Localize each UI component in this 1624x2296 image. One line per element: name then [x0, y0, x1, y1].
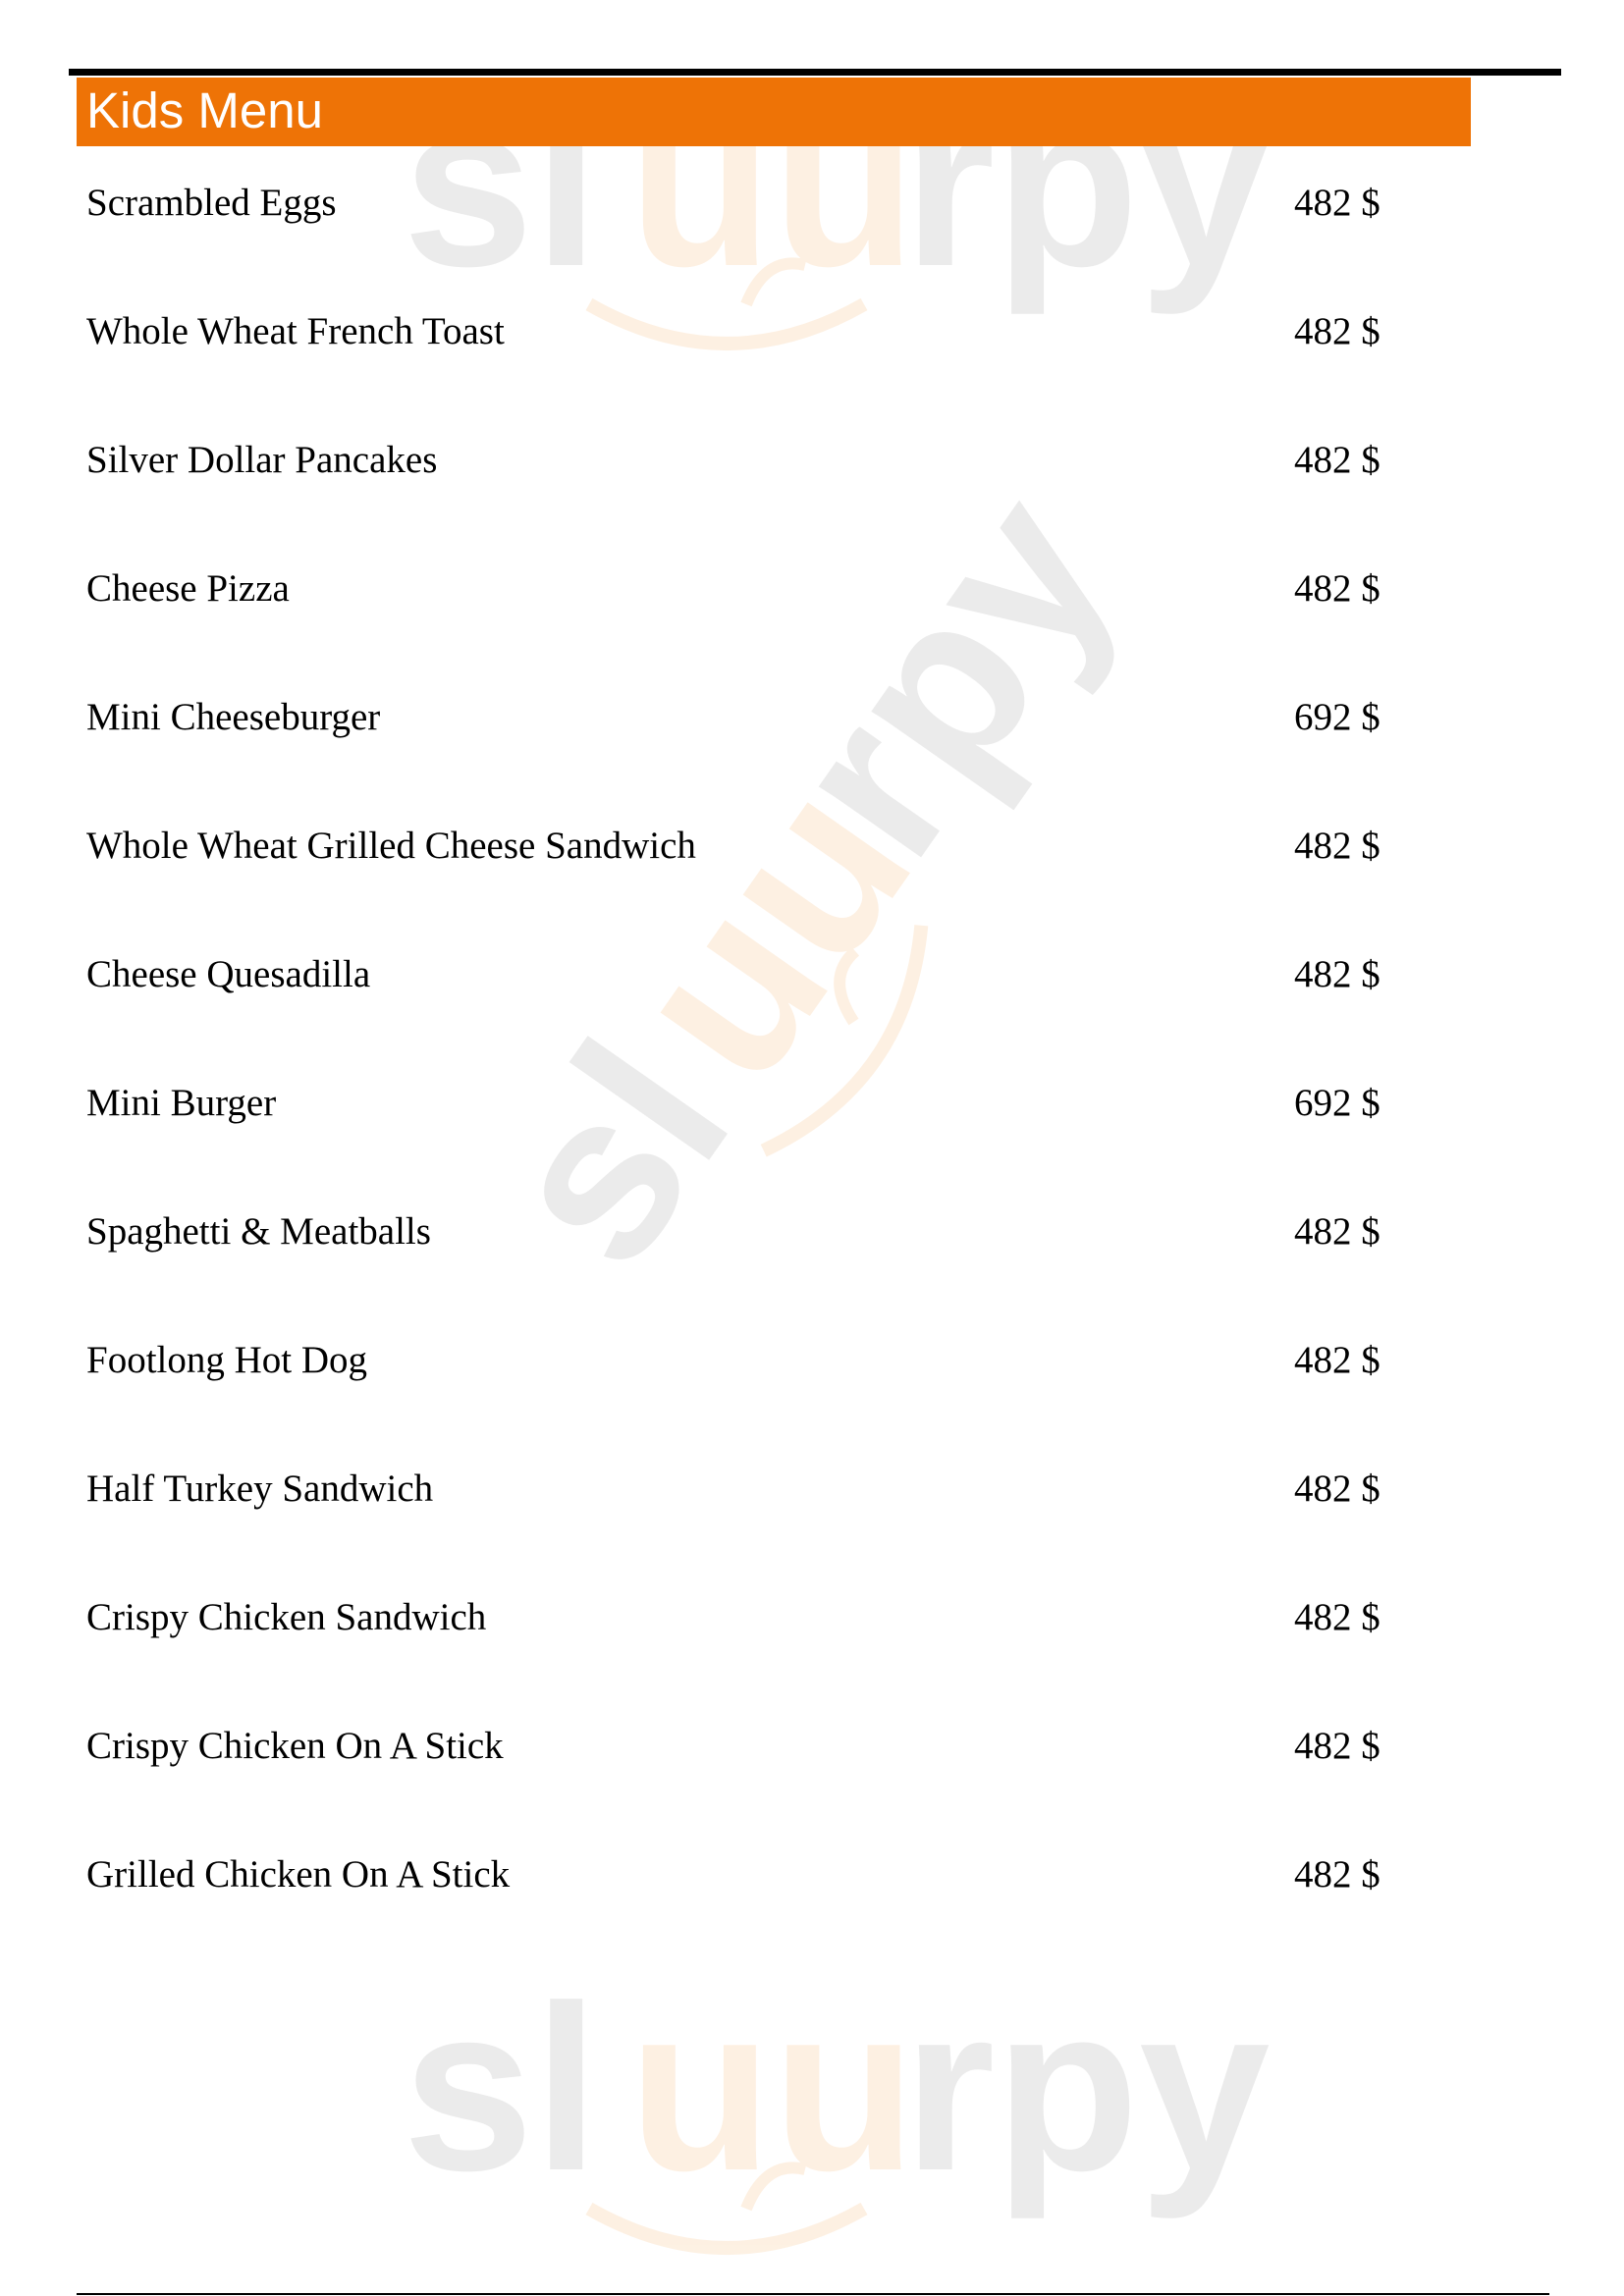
menu-item — [86, 1207, 1402, 1256]
menu-item-name: Crispy Chicken On A Stick — [86, 1725, 504, 1767]
menu-item-price: 482 $ — [1294, 1596, 1380, 1638]
menu-item — [86, 822, 1402, 871]
menu-item-price: 482 $ — [1294, 439, 1380, 481]
svg-text:uu: uu — [628, 52, 917, 315]
menu-item — [86, 1722, 1402, 1771]
menu-item-name: Crispy Chicken Sandwich — [86, 1596, 487, 1638]
menu-item — [86, 950, 1402, 999]
menu-item-name: Mini Burger — [86, 1082, 277, 1124]
bottom-divider — [77, 2293, 1549, 2295]
svg-text:sl: sl — [403, 1956, 600, 2219]
menu-item-price: 482 $ — [1294, 182, 1380, 224]
menu-item-price: 482 $ — [1294, 310, 1380, 352]
menu-item-price: 482 $ — [1294, 1725, 1380, 1767]
svg-text:rpy: rpy — [736, 448, 1164, 900]
menu-item — [86, 1079, 1402, 1128]
menu-item — [86, 1850, 1402, 1899]
menu-item — [86, 1593, 1402, 1642]
menu-item — [86, 436, 1402, 485]
menu-item-price: 692 $ — [1294, 696, 1380, 738]
menu-item-price: 482 $ — [1294, 1853, 1380, 1896]
menu-item-name: Half Turkey Sandwich — [86, 1468, 434, 1510]
menu-item — [86, 564, 1402, 614]
menu-item — [86, 179, 1402, 228]
menu-item — [86, 307, 1402, 356]
menu-item-name: Footlong Hot Dog — [86, 1339, 368, 1381]
svg-text:sl: sl — [403, 52, 600, 315]
svg-text:uu: uu — [579, 737, 960, 1125]
menu-item-name: Scrambled Eggs — [86, 182, 337, 224]
menu-item-price: 482 $ — [1294, 825, 1380, 867]
menu-item — [86, 1465, 1402, 1514]
menu-item-name: Mini Cheeseburger — [86, 696, 381, 738]
menu-item-price: 482 $ — [1294, 1339, 1380, 1381]
menu-item-name: Silver Dollar Pancakes — [86, 439, 438, 481]
menu-item-name: Cheese Pizza — [86, 567, 290, 610]
menu-item-price: 482 $ — [1294, 567, 1380, 610]
menu-item-price: 482 $ — [1294, 1468, 1380, 1510]
svg-text:uu: uu — [628, 1956, 917, 2219]
menu-item-name: Whole Wheat French Toast — [86, 310, 505, 352]
menu-item-name: Cheese Quesadilla — [86, 953, 371, 995]
menu-item — [86, 1336, 1402, 1385]
menu-item — [86, 693, 1402, 742]
section-title: Kids Menu — [86, 82, 323, 138]
menu-item-name: Spaghetti & Meatballs — [86, 1210, 431, 1253]
svg-text:rpy: rpy — [903, 52, 1271, 315]
svg-text:sl: sl — [450, 997, 779, 1310]
menu-item-name: Grilled Chicken On A Stick — [86, 1853, 511, 1896]
svg-text:rpy: rpy — [903, 1956, 1271, 2219]
menu-item-name: Whole Wheat Grilled Cheese Sandwich — [86, 825, 696, 867]
menu-item-price: 482 $ — [1294, 953, 1380, 995]
menu-item-price: 692 $ — [1294, 1082, 1380, 1124]
menu-item-price: 482 $ — [1294, 1210, 1380, 1253]
